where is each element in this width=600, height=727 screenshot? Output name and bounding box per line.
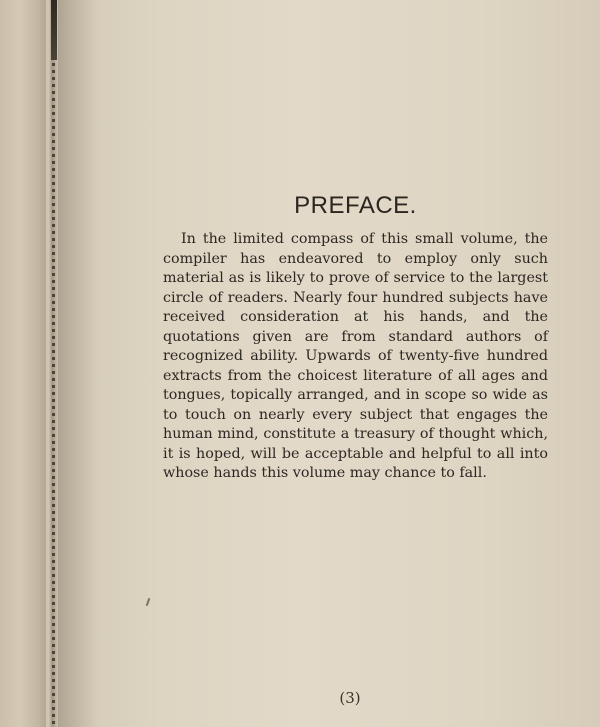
page-title: PREFACE. [294, 192, 417, 219]
gutter-shadow [58, 0, 98, 727]
binding-edge [0, 0, 46, 727]
preface-paragraph: In the limited compass of this small volume, the compiler has endeavored to employ only such material as is likely to prove of service to the largest circle of readers. Nearly four hundred subjects have received consideration at his hands, and the quotations given are from standard authors of recognized ability. Upwards of twenty-five hundred extracts from the choicest literature of all ages and tongues, topically arranged, and in scope so wide as to touch on nearly every subject that engages the human mind, constitute a treasury of thought which, it is hoped, will be acceptable and helpful to all into whose hands this volume may chance to fall. [163, 231, 548, 481]
paper-speck [146, 598, 151, 606]
page-number: (3) [339, 689, 361, 707]
preface-text-block [163, 192, 548, 484]
binding-stitch-top [51, 0, 57, 60]
